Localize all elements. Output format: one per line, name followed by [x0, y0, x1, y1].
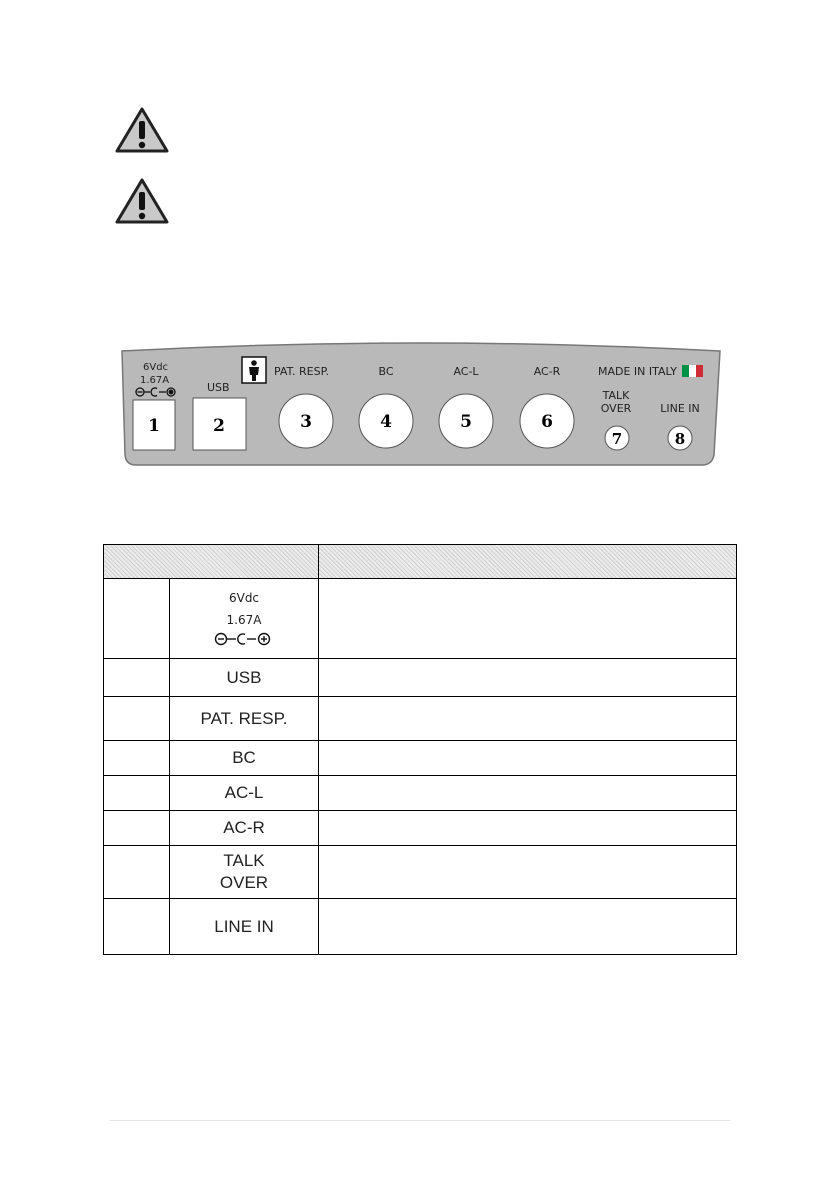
panel-usb-label: USB: [207, 381, 230, 394]
row-symbol: AC-R: [170, 811, 319, 846]
row-description: [319, 579, 737, 659]
panel-power-current: 1.67A: [140, 375, 170, 386]
table-row: [104, 776, 737, 811]
row-number: [104, 899, 170, 955]
panel-power-voltage: 6Vdc: [143, 362, 169, 373]
symbol-power-current: 1.67A: [226, 612, 262, 627]
row-description: [319, 659, 737, 697]
panel-pat-resp-label: PAT. RESP.: [274, 365, 329, 378]
panel-over-label: OVER: [600, 402, 632, 415]
table-row: [104, 846, 737, 899]
port-number-1: 1: [148, 416, 160, 436]
panel-made-in-label: MADE IN ITALY: [598, 365, 677, 378]
warning-triangle-icon: [115, 107, 169, 153]
table-header-row: [104, 545, 737, 579]
row-description: [319, 899, 737, 955]
row-description: [319, 811, 737, 846]
port-number-7: 7: [611, 430, 623, 448]
row-number: [104, 579, 170, 659]
table-row: [104, 811, 737, 846]
table-row: [104, 741, 737, 776]
footer-divider: [110, 1120, 730, 1121]
table-row: [104, 579, 737, 659]
port-number-6: 6: [541, 412, 553, 432]
table-row: [104, 697, 737, 741]
row-description: [319, 846, 737, 899]
rear-panel-illustration: [118, 331, 724, 469]
row-number: [104, 659, 170, 697]
port-number-4: 4: [380, 412, 392, 432]
row-number: [104, 811, 170, 846]
row-description: [319, 697, 737, 741]
person-applied-part-icon: [242, 357, 266, 383]
port-number-2: 2: [213, 416, 225, 436]
port-number-5: 5: [460, 412, 472, 432]
table-row: [104, 899, 737, 955]
row-symbol: PAT. RESP.: [170, 697, 319, 741]
row-symbol: [170, 846, 319, 899]
table-header-connector: [104, 545, 319, 579]
dc-polarity-icon: [214, 632, 274, 646]
row-symbol: LINE IN: [170, 899, 319, 955]
row-number: [104, 776, 170, 811]
symbol-power-voltage: 6Vdc: [228, 590, 260, 605]
row-symbol: USB: [170, 659, 319, 697]
row-symbol: [170, 579, 319, 659]
port-number-8: 8: [674, 430, 686, 448]
warning-triangle-icon: [115, 178, 169, 224]
panel-line-in-label: LINE IN: [660, 402, 700, 415]
symbol-over: OVER: [219, 873, 269, 892]
row-number: [104, 741, 170, 776]
panel-talk-label: TALK: [602, 389, 630, 402]
row-symbol: AC-L: [170, 776, 319, 811]
panel-ac-r-label: AC-R: [533, 365, 561, 378]
symbol-talk: TALK: [223, 851, 265, 870]
port-number-3: 3: [300, 412, 312, 432]
panel-ac-l-label: AC-L: [453, 365, 479, 378]
table-row: [104, 659, 737, 697]
row-description: [319, 741, 737, 776]
row-symbol: BC: [170, 741, 319, 776]
panel-bc-label: BC: [378, 365, 394, 378]
connector-table: [103, 544, 737, 955]
row-number: [104, 846, 170, 899]
row-description: [319, 776, 737, 811]
row-number: [104, 697, 170, 741]
table-header-description: [319, 545, 737, 579]
italy-flag-icon: [682, 365, 703, 377]
